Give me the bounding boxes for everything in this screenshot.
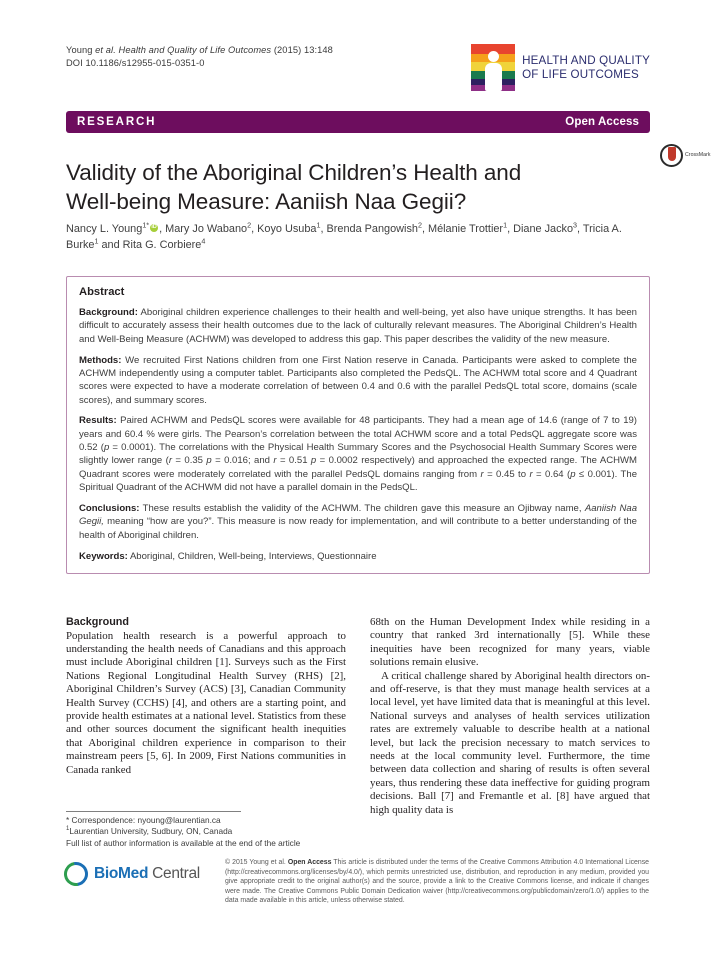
affiliation-text: Laurentian University, Sudbury, ON, Canada	[69, 826, 233, 837]
author-name[interactable]: Tricia A. Burke	[66, 223, 622, 251]
abstract-background-label: Background:	[79, 307, 138, 318]
body-paragraph: 68th on the Human Development Index while residing in a country that ranked 3rd internationally [5]. While these inequities have been recognized for many years, viable solutions remain elusive.	[370, 616, 650, 669]
abstract-results-text: Paired ACHWM and PedsQL scores were available for 48 participants. They had a mean age of 14.6 (range of 7 to 19) years and 60.4 % were girls. The Pearson’s correlation between the total ACHWM score and a total PedsQL aggregate score was 0.52 (	[79, 415, 637, 454]
abstract-background-text: Aboriginal children experience challenges to their health and well-being, yet also have unique strengths. It has been difficult to accurately assess their health outcomes due to the lack of culturally relevant measures. The Aboriginal Children’s Health and Well-Being Measure (ACHWM) was developed to address this gap. This paper describes the validity of the new measure.	[79, 307, 637, 345]
abstract-methods	[79, 354, 637, 407]
author-sep: , Brenda Pangowish	[320, 223, 418, 235]
body-paragraph: Population health research is a powerful approach to understanding the health needs of Canadians and this approach must include Aboriginal children [1]. Surveys such as the First Nations Regional Longitudinal Health Survey (RHS) [2], Aboriginal Children’s Survey (ACS) [3], Canadian Community Health Survey (CCHS) [4], and others are a starting point, and provide health estimates at a national level. Statistics from these and other sources document the significant health inequities that Aboriginal children experience in comparison to their mainstream peers [5, 6]. In 2009, First Nations communities in Canada ranked	[66, 629, 346, 776]
citation-volume: (2015) 13:148	[271, 45, 333, 55]
abstract-results-label: Results:	[79, 415, 117, 427]
body-column-right	[370, 616, 650, 826]
correspondence-line[interactable]: * Correspondence: nyoung@laurentian.ca	[66, 815, 221, 825]
person-icon	[485, 51, 502, 91]
author-list	[66, 221, 650, 253]
stat-symbol-r: r	[273, 455, 277, 467]
stat-symbol-p: p	[570, 468, 576, 480]
abstract-conclusions-label: Conclusions:	[79, 502, 140, 514]
stat-symbol-r: r	[529, 468, 533, 480]
open-access-label[interactable]: Open Access	[565, 116, 639, 128]
research-banner	[66, 111, 650, 133]
abstract-results-text: = 0.45 to	[483, 468, 530, 480]
stat-symbol-r: r	[480, 468, 484, 480]
author-affil-marker: 2	[247, 220, 252, 230]
abstract-box	[66, 276, 650, 574]
author-sep: , Mary Jo Wabano	[159, 223, 248, 235]
orcid-icon[interactable]	[150, 224, 158, 232]
biomed-med: Med	[118, 865, 149, 882]
author-affil-marker: 2	[417, 220, 422, 230]
abstract-background	[79, 306, 637, 346]
abstract-conclusions-text: These results establish the validity of the ACHWM. The children gave this measure an Ojibway name,	[139, 502, 585, 514]
author-name[interactable]: Nancy L. Young	[66, 223, 143, 235]
article-type-label: RESEARCH	[77, 116, 157, 128]
biomed-central: Central	[148, 865, 200, 882]
full-author-list-note: Full list of author information is available at the end of the article	[66, 837, 301, 848]
abstract-results-text: = 0.0002 respectively) and approached the expected range. The ACHWM Quadrant scores were moderately correlated with the parallel PedsQL domains ranging from	[79, 455, 637, 480]
stat-symbol-p: p	[206, 455, 212, 467]
abstract-heading: Abstract	[79, 286, 125, 298]
masthead	[66, 44, 650, 104]
ojibway-name: Aaniish Naa Gegii,	[79, 502, 638, 528]
keywords-text[interactable]: Aboriginal, Children, Well-being, Interviews, Questionnaire	[127, 550, 377, 562]
body-column-left	[66, 616, 346, 826]
abstract-conclusions-text: meaning “how are you?”. This measure is now ready for implementation, and will contribute to a better understanding of the health of Aboriginal children.	[79, 516, 637, 541]
biomed-central-wordmark	[94, 865, 200, 883]
abstract-results-text: ≤ 0.001). The Spiritual Quadrant of the ACHWM did not have a parallel domain in the PedsQL.	[79, 468, 637, 494]
author-affil-marker: 1*	[142, 220, 150, 230]
copyright-notice	[225, 858, 649, 906]
section-heading-background: Background	[66, 616, 129, 628]
abstract-results-text: = 0.0001). The correlations with the Physical Health Summary Scores and the Psychosocial Health Summary Scores were slightly lower range (	[79, 442, 637, 467]
journal-logo-text	[522, 54, 650, 81]
crossmark-label: CrossMark	[685, 152, 711, 158]
copyright-body: This article is distributed under the terms of the Creative Commons Attribution 4.0 International License (http://creativecommons.org/licenses/by/4.0/), which permits unrestricted use, distribution, and reproduction in any medium, provided you give appropriate credit to the original author(s) and the source, provide a link to the Creative Commons license, and indicate if changes were made. The Creative Commons Public Domain Dedication waiver (http://creativecommons.org/publicdomain/zero/1.0/) applies to the data made available in this article, unless otherwise stated.	[225, 859, 649, 905]
author-sep: , Mélanie Trottier	[421, 223, 504, 235]
affiliation-marker: 1	[66, 826, 70, 833]
abstract-conclusions	[79, 502, 637, 542]
author-affil-marker: 1	[503, 220, 508, 230]
abstract-results-text: = 0.51	[276, 455, 311, 467]
abstract-results-text: = 0.016; and	[211, 455, 274, 467]
crossmark-badge[interactable]	[660, 142, 711, 168]
abstract-methods-text: We recruited First Nations children from one First Nation reserve in Canada. Participants were asked to complete the ACHWM independently using a computer tablet. Participants also completed the PedsQL. The ACHWM total score and 4 Quadrant scores were expected to have a moderate correlation of between 0.4 and 0.6 with the parallel PedsQL total score, domains (scale scores), and summary scores.	[79, 354, 637, 406]
citation-journal: et al. Health and Quality of Life Outcomes	[95, 45, 272, 55]
copyright-open-access: Open Access	[287, 859, 332, 866]
abstract-keywords	[79, 550, 637, 563]
author-sep: and Rita G. Corbiere	[98, 239, 202, 251]
author-sep: , Diane Jacko	[507, 223, 574, 235]
article-title: Validity of the Aboriginal Children’s Health and Well-being Measure: Aaniish Naa Gegii?	[66, 160, 522, 214]
stat-symbol-r: r	[168, 455, 172, 467]
citation-author: Young	[66, 45, 96, 55]
author-sep: , Koyo Usuba	[251, 223, 317, 235]
stat-symbol-p: p	[103, 442, 110, 454]
abstract-results	[79, 414, 637, 494]
author-affil-marker: 4	[201, 236, 206, 246]
hqlo-logo-icon	[471, 44, 515, 91]
footnote-block	[66, 815, 356, 849]
footnote-divider	[66, 811, 241, 812]
biomed-central-logo[interactable]	[64, 862, 200, 886]
author-sep: ,	[577, 223, 581, 235]
author-affil-marker: 1	[316, 220, 321, 230]
author-affil-marker: 1	[94, 236, 99, 246]
affiliation-line	[66, 826, 356, 837]
biomed-ring-icon	[59, 857, 92, 890]
abstract-results-text: = 0.64 (	[532, 468, 571, 480]
abstract-results-text: = 0.35	[172, 455, 207, 467]
body-paragraph: A critical challenge shared by Aboriginal health directors on- and off-reserve, is that they must manage health services at a local level, yet have limited data that is meaningful at this level. National surveys and analyses of health services utilization rates are extremely valuable to describe health at a national level, but lack the precision necessary to match services to needs at the local community level. Furthermore, the time between data collection and sharing of results is often several years, thus rendering these data ineffective for guiding program decisions. Ball [7] and Fremantle et al. [8] have argued that high quality data is	[370, 669, 650, 816]
journal-logo-line2: OF LIFE OUTCOMES	[522, 67, 639, 81]
abstract-methods-label: Methods:	[79, 354, 122, 366]
journal-logo-line1: HEALTH AND QUALITY	[522, 53, 650, 67]
author-affil-marker: 3	[573, 220, 578, 230]
copyright-prefix: © 2015 Young et al.	[225, 859, 288, 866]
biomed-bio: Bio	[94, 865, 119, 882]
journal-logo	[471, 44, 650, 91]
body-columns	[66, 616, 650, 826]
doi-line: DOI 10.1186/s12955-015-0351-0	[66, 57, 205, 68]
keywords-label: Keywords:	[79, 550, 128, 562]
crossmark-icon	[660, 144, 683, 167]
stat-symbol-p: p	[310, 455, 317, 467]
